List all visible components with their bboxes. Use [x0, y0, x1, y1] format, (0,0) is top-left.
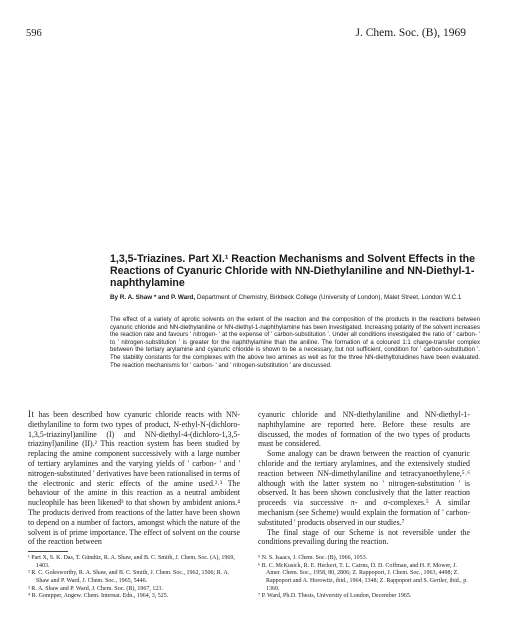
body-left-column	[28, 410, 240, 601]
article-title: 1,3,5-Triazines. Part XI.¹ Reaction Mechanisms and Solvent Effects in the Reactions of Cyanuric Chloride with NN-Diethylaniline and NN-Diethyl-1-naphthylamine	[110, 253, 476, 289]
author-names: By R. A. Shaw * and P. Ward,	[110, 294, 196, 301]
author-affiliation: Department of Chemistry, Birkbeck College (University of London), Malet Street, London W.C.1	[196, 294, 462, 301]
author-block	[110, 294, 480, 302]
body-paragraph: The final stage of our Scheme is not reversible under the conditions prevailing during the reaction.	[258, 527, 470, 547]
paragraph-text: has been described how cyanuric chloride reacts with NN-diethylaniline to form two types of product, N-ethyl-N-(dichloro-1,3,5-triazinyl)aniline (I) and NN-diethyl-4-(dichloro-1,3,5-triazinyl)aniline (II).² This reaction system has been studied by replacing the amine component successively with a large number of tertiary arylamines and the varying yields of ' carbon- ' and ' nitrogen-substituted ' derivatives have been rationalised in terms of the electronic and steric effects of the amine used.²˒³ The behaviour of the amine in this reaction as a neutral ambident nucleophile has been likened³ to that shown by ambident anions.⁴ The products derived from reactions of the latter have been shown to depend on a number of factors, amongst which the nature of the solvent is of prime importance. The effect of solvent on the course of the reaction between	[28, 410, 240, 547]
footnote: ¹ Part X, S. K. Das, T. Gündüz, R. A. Shaw, and B. C. Smith, J. Chem. Soc. (A), 1969, 1403.	[28, 555, 235, 569]
page-number: 596	[26, 28, 42, 39]
footnote-divider	[28, 551, 68, 552]
body-paragraph: cyanuric chloride and NN-diethylaniline and NN-diethyl-1-naphthylamine are reported here. Before these results are discussed, the modes of formation of the two types of products must be considered.	[258, 410, 470, 449]
footnote: ⁴ R. Gompper, Angew. Chem. Internat. Edn., 1964, 3, 525.	[28, 593, 169, 600]
body-right-column	[258, 410, 470, 601]
abstract: The effect of a variety of aprotic solvents on the extent of the reaction and the composition of the products in the reactions between cyanuric chloride and NN-diethylaniline or NN-diethyl-1-naphthylamine has been investigated. Increasing polarity of the solvent increases the reaction rate and favours ' nitrogen- ' at the expense of ' carbon-substitution '. Under all conditions investigated the ratio of ' carbon- ' to ' nitrogen-substitution ' is greater for the naphthylamine than the aniline. The formation of a coloured 1:1 charge-transfer complex between the tertiary arylamine and cyanuric chloride is shown to be a necessary, but not sufficient, condition for ' carbon-substitution '. The stability constants for the complexes with the above two amines as well as for the three NN-diethyltoluidines have been evaluated. The reaction mechanisms for ' carbon- ' and ' nitrogen-substitution ' are discussed.	[110, 316, 480, 369]
footnote: ² R. C. Golesworthy, R. A. Shaw, and B. C. Smith, J. Chem. Soc., 1962, 1506; R. A. Shaw and P. Ward, J. Chem. Soc., 1965, 5446.	[28, 570, 230, 584]
journal-header: J. Chem. Soc. (B), 1969	[355, 27, 466, 39]
footnote: ³ R. A. Shaw and P. Ward, J. Chem. Soc. (B), 1967, 123.	[28, 585, 163, 592]
footnote: ⁶ B. C. McKusick, R. E. Heckert, T. L. Cairns, D. D. Coffman, and H. F. Mower, J. Amer. Chem. Soc., 1958, 80, 2806; Z. Rappoport, J. Chem. Soc., 1963, 4498; Z. Rappoport and A. Horowitz, ibid., 1964, 1348; Z. Rappoport and S. Gertler, ibid., p. 1360.	[258, 562, 468, 592]
drop-cap: It	[28, 409, 35, 419]
body-paragraph	[28, 410, 240, 547]
footnote-block	[258, 555, 470, 601]
footnote: ⁷ P. Ward, Ph.D. Thesis, University of London, December 1965.	[258, 593, 412, 600]
footnote: ⁵ N. S. Isaacs, J. Chem. Soc. (B), 1966, 1053.	[258, 555, 368, 562]
body-paragraph: Some analogy can be drawn between the reaction of cyanuric chloride and the tertiary arylamines, and the extensively studied reaction between NN-dimethylaniline and tetracyanoethylene,⁵˒⁶ although with the latter system no ' nitrogen-substitution ' is observed. It has been shown conclusively that the latter reaction proceeds via successive π- and σ-complexes.⁵ A similar mechanism (see Scheme) would explain the formation of ' carbon-substituted ' products observed in our studies.⁷	[258, 449, 470, 527]
